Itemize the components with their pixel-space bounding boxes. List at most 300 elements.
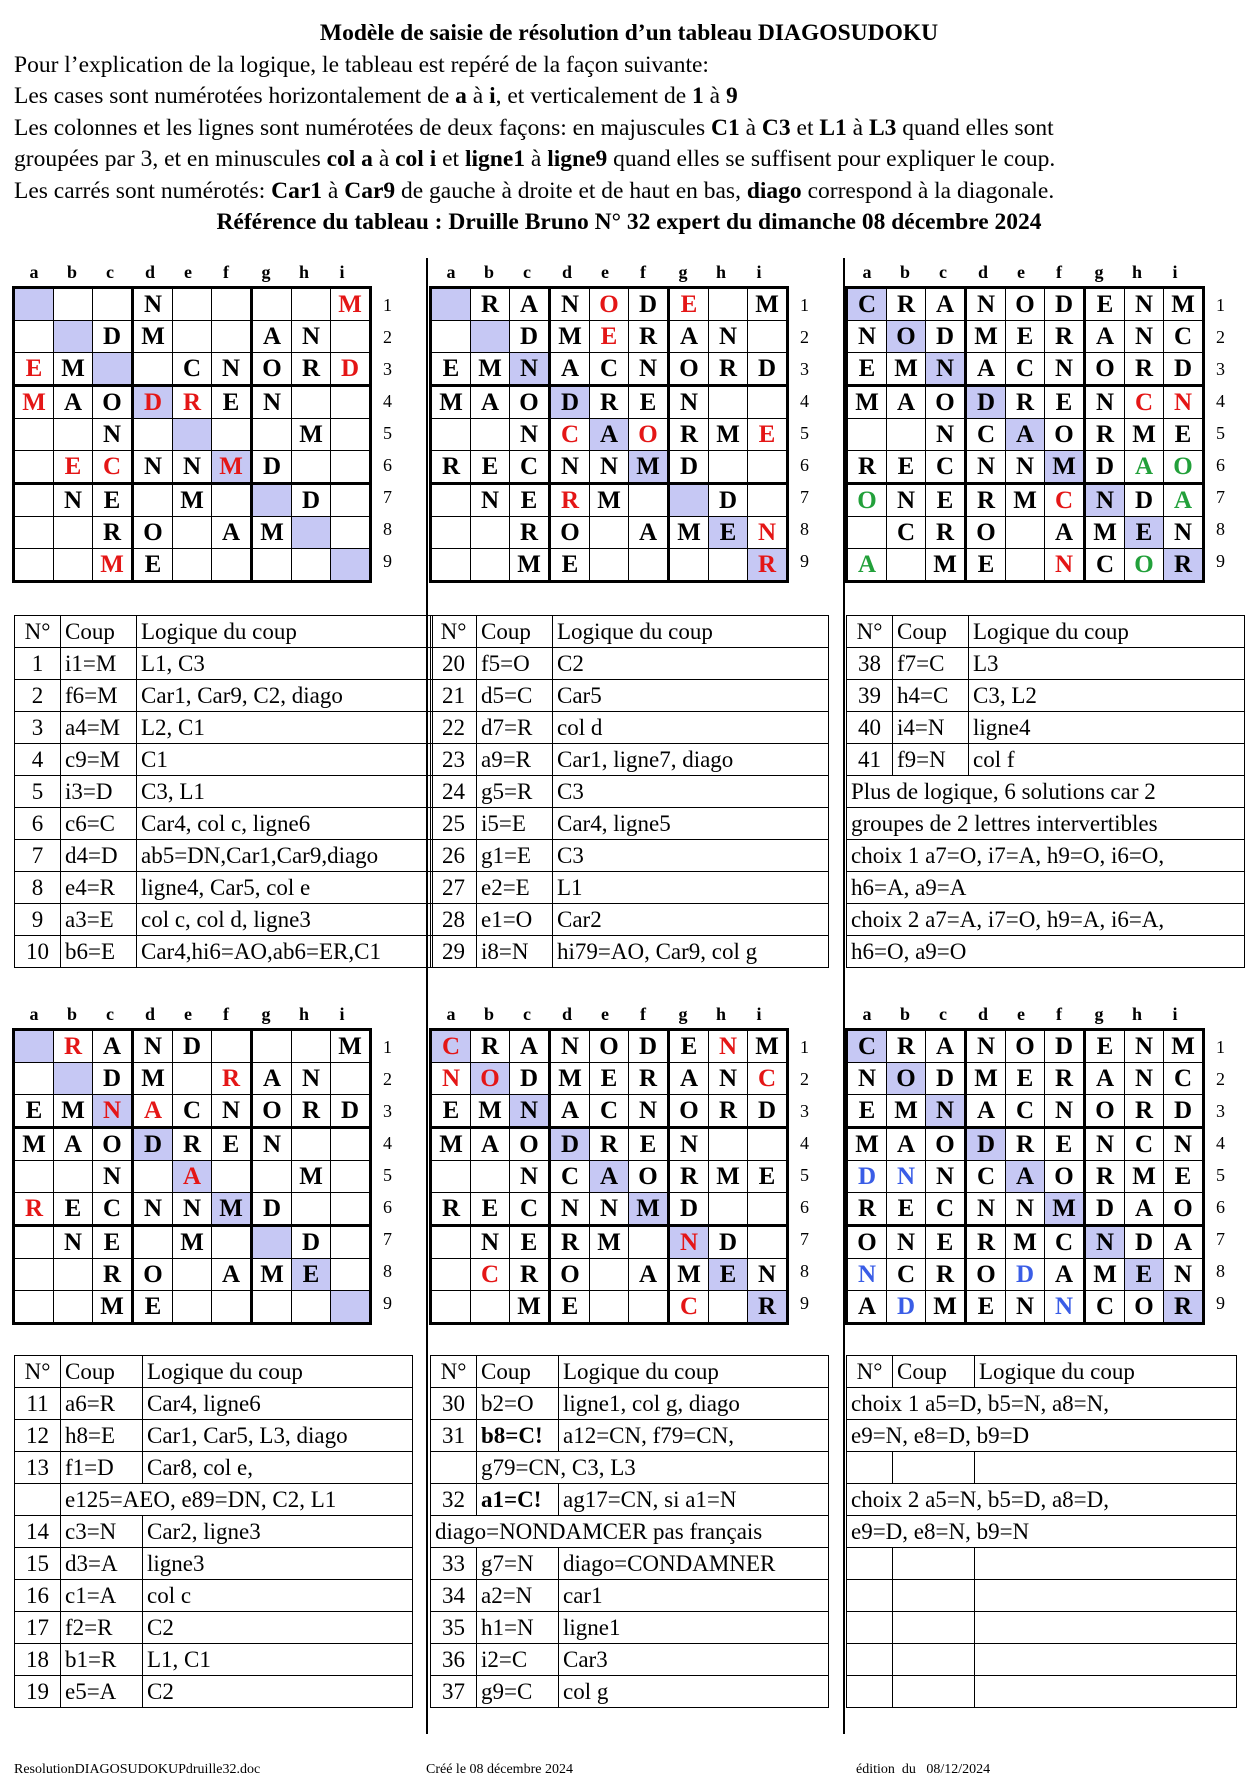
column-letters [12, 262, 394, 286]
grid-cell: R [212, 1063, 252, 1095]
grid-cell [292, 288, 331, 321]
logic-note: diago=NONDAMCER pas français [431, 1516, 829, 1548]
column-letter: f [1056, 1004, 1062, 1024]
row-number: 1 [800, 295, 809, 315]
grid-cell: C [887, 1259, 926, 1291]
grid-cell: A [926, 288, 966, 321]
grid-cell: E [1085, 1030, 1125, 1063]
logic-number [847, 1612, 893, 1644]
grid-cell: M [173, 484, 212, 517]
grid-cell: M [966, 1063, 1006, 1095]
logic-number: 18 [15, 1644, 61, 1676]
intro-line: Les cases sont numérotées horizontalement de a à i, et verticalement de 1 à 9 [14, 83, 738, 109]
row-number: 3 [383, 359, 392, 379]
grid-cell: N [1045, 1291, 1085, 1324]
grid-cell: E [709, 517, 748, 549]
grid-cell [431, 419, 471, 451]
grid-cell: A [54, 1128, 93, 1161]
column-letter: g [261, 1004, 271, 1024]
column-letter: c [939, 1004, 947, 1024]
logic-number [847, 1676, 893, 1708]
logic-move: b2=O [477, 1388, 559, 1420]
logic-row [847, 1612, 1237, 1644]
logic-reason [975, 1612, 1237, 1644]
grid-cell: D [1085, 451, 1125, 484]
column-letter: f [223, 1004, 229, 1024]
grid-cell: M [133, 1063, 173, 1095]
grid-cell [1006, 549, 1045, 582]
grid-cell: M [748, 1030, 788, 1063]
grid-cell: O [847, 1226, 887, 1259]
column-letter: a [862, 1004, 872, 1024]
grid-cell: C [471, 1259, 510, 1291]
logic-reason: hi79=AO, Car9, col g [553, 936, 829, 968]
grid-cell: M [471, 353, 510, 386]
grid-cell [331, 451, 371, 484]
grid-cell: R [629, 321, 669, 353]
logic-move: d5=C [477, 680, 553, 712]
grid-cell [54, 549, 93, 582]
grid-cell: D [926, 1063, 966, 1095]
logic-move: d3=A [61, 1548, 143, 1580]
column-letter: c [523, 1004, 531, 1024]
grid-cell: C [669, 1291, 709, 1324]
logic-row [15, 1548, 413, 1580]
row-number: 9 [1216, 551, 1225, 571]
grid-cell: D [629, 1030, 669, 1063]
grid-cell: O [1125, 1291, 1164, 1324]
logic-table [846, 615, 1245, 968]
row-number: 3 [800, 359, 809, 379]
grid-cell: M [431, 1128, 471, 1161]
grid-cell: A [1164, 1226, 1204, 1259]
grid-cell [431, 1259, 471, 1291]
grid-cell: N [669, 1128, 709, 1161]
logic-row [15, 1612, 413, 1644]
intro-lines [14, 50, 1244, 208]
logic-reason: Car4,hi6=AO,ab6=ER,C1 [137, 936, 433, 968]
grid-cell: D [173, 1030, 212, 1063]
grid-cell [629, 549, 669, 582]
grid-table [429, 286, 789, 583]
grid-cell [471, 1161, 510, 1193]
grid-cell [292, 451, 331, 484]
logic-move: g1=E [477, 840, 553, 872]
grid-cell: D [966, 386, 1006, 419]
grid-cell: R [93, 1259, 133, 1291]
row-number: 4 [800, 1133, 809, 1153]
grid-cell: C [926, 451, 966, 484]
grid-cell [331, 386, 371, 419]
grid-cell: E [1006, 321, 1045, 353]
logic-note: choix 2 a5=N, b5=D, a8=D, [847, 1484, 1237, 1516]
logic-row [15, 648, 433, 680]
column-letter: d [561, 1004, 572, 1024]
column-letter: i [756, 1004, 762, 1024]
grid-cell [590, 1259, 629, 1291]
sudoku-grid [429, 262, 811, 583]
grid-cell: N [550, 1030, 590, 1063]
row-number: 4 [1216, 1133, 1225, 1153]
row-number: 5 [800, 1165, 809, 1185]
logic-header-row [847, 1356, 1237, 1388]
logic-row [431, 1420, 829, 1452]
column-letter: c [939, 262, 947, 282]
grid-cell: R [550, 484, 590, 517]
grid-cell: O [510, 386, 550, 419]
column-separator-1 [426, 258, 428, 1734]
logic-reason: ligne3 [143, 1548, 413, 1580]
logic-number: 24 [431, 776, 477, 808]
logic-move: i5=E [477, 808, 553, 840]
grid-cell: N [669, 1226, 709, 1259]
logic-reason: Car3 [559, 1644, 829, 1676]
grid-cell: N [887, 1226, 926, 1259]
grid-cell: O [93, 1128, 133, 1161]
logic-row [431, 936, 829, 968]
grid-cell: A [173, 1161, 212, 1193]
row-number: 7 [800, 487, 809, 507]
logic-row [847, 1452, 1237, 1484]
grid-cell: N [1164, 1128, 1204, 1161]
grid-cell [331, 549, 371, 582]
column-letter: i [756, 262, 762, 282]
grid-cell: D [926, 321, 966, 353]
grid-cell: O [252, 353, 292, 386]
logic-reason: ligne4 [969, 712, 1245, 744]
row-number: 6 [383, 1197, 392, 1217]
column-letter: a [446, 1004, 456, 1024]
logic-move: h4=C [893, 680, 969, 712]
grid-cell: R [54, 1030, 93, 1063]
grid-cell [54, 419, 93, 451]
grid-cell: N [510, 419, 550, 451]
grid-cell: E [93, 484, 133, 517]
grid-cell: M [669, 1259, 709, 1291]
grid-cell [54, 1259, 93, 1291]
grid-cell [173, 288, 212, 321]
logic-reason: C3 [553, 776, 829, 808]
grid-cell: N [510, 1095, 550, 1128]
row-number: 1 [800, 1037, 809, 1057]
footer-edition: édition du 08/12/2024 [856, 1762, 991, 1777]
logic-reason: a12=CN, f79=CN, [559, 1420, 829, 1452]
logic-reason: C3 [553, 840, 829, 872]
grid-cell [629, 1291, 669, 1324]
sudoku-grid [845, 1004, 1227, 1325]
column-letter: d [561, 262, 572, 282]
grid-cell [331, 1259, 371, 1291]
logic-reason: Car4, ligne5 [553, 808, 829, 840]
grid-cell: E [431, 1095, 471, 1128]
grid-cell: N [966, 288, 1006, 321]
grid-cell: C [1164, 1063, 1204, 1095]
grid-cell: M [1164, 1030, 1204, 1063]
grid-cell: R [173, 1128, 212, 1161]
grid-cell: O [590, 288, 629, 321]
grid-cell: M [847, 1128, 887, 1161]
grid-cell: D [629, 288, 669, 321]
grid-cell: A [590, 1161, 629, 1193]
logic-row [15, 776, 433, 808]
grid-cell: M [93, 1291, 133, 1324]
logic-move: b1=R [61, 1644, 143, 1676]
row-number: 3 [1216, 1101, 1225, 1121]
grid-cell: R [887, 1030, 926, 1063]
row-numbers [800, 289, 814, 577]
logic-number: 15 [15, 1548, 61, 1580]
grid-cell [212, 1030, 252, 1063]
logic-row [431, 776, 829, 808]
grid-cell: M [709, 1161, 748, 1193]
grid-cell: R [1164, 1291, 1204, 1324]
logic-row [431, 648, 829, 680]
grid-cell: R [1045, 321, 1085, 353]
grid-cell: D [748, 1095, 788, 1128]
grid-cell: M [292, 1161, 331, 1193]
grid-cell: N [887, 484, 926, 517]
grid-cell: O [847, 484, 887, 517]
grid-cell: A [1164, 484, 1204, 517]
grid-cell [331, 517, 371, 549]
grid-cell: M [1085, 517, 1125, 549]
logic-header-cell: N° [431, 616, 477, 648]
grid-cell: M [926, 549, 966, 582]
grid-cell [629, 1226, 669, 1259]
grid-cell: D [133, 386, 173, 419]
logic-number: 14 [15, 1516, 61, 1548]
grid-cell: O [1085, 1095, 1125, 1128]
grid-cell: N [926, 419, 966, 451]
grid-cell: N [212, 1095, 252, 1128]
logic-row [847, 1580, 1237, 1612]
logic-row [431, 744, 829, 776]
row-number: 2 [383, 1069, 392, 1089]
grid-cell: M [1006, 1226, 1045, 1259]
grid-cell [748, 1193, 788, 1226]
logic-header-cell: Coup [61, 616, 137, 648]
grid-cell: R [292, 1095, 331, 1128]
logic-reason: Car4, col c, ligne6 [137, 808, 433, 840]
grid-cell: M [133, 321, 173, 353]
grid-cell [292, 1128, 331, 1161]
grid-cell: D [93, 321, 133, 353]
grid-cell [709, 451, 748, 484]
logic-move [893, 1676, 975, 1708]
grid-cell: A [471, 386, 510, 419]
grid-cell: N [173, 451, 212, 484]
grid-cell: M [54, 1095, 93, 1128]
grid-cell [331, 1063, 371, 1095]
grid-cell: R [1125, 1095, 1164, 1128]
logic-row [15, 1644, 413, 1676]
logic-header-cell: Coup [893, 616, 969, 648]
grid-cell: N [847, 321, 887, 353]
grid-cell: N [550, 1193, 590, 1226]
grid-cell [14, 1291, 54, 1324]
logic-row [847, 1548, 1237, 1580]
grid-cell: D [292, 1226, 331, 1259]
grid-cell: N [133, 451, 173, 484]
logic-header-cell: Logique du coup [143, 1356, 413, 1388]
grid-cell: D [1125, 1226, 1164, 1259]
reference-line: Référence du tableau : Druille Bruno N° 32 expert du dimanche 08 décembre 2024 [216, 209, 1042, 235]
column-letter: e [601, 1004, 609, 1024]
logic-header-row [15, 616, 433, 648]
row-numbers [383, 289, 397, 577]
grid-cell: N [292, 321, 331, 353]
logic-row [431, 1388, 829, 1420]
page-title: Modèle de saisie de résolution d’un tableau DIAGOSUDOKU [319, 20, 939, 46]
grid-cell: O [1006, 288, 1045, 321]
grid-cell [331, 484, 371, 517]
row-number: 7 [383, 487, 392, 507]
column-letter: c [106, 262, 114, 282]
grid-cell: M [669, 517, 709, 549]
grid-cell [292, 1291, 331, 1324]
grid-cell: C [550, 419, 590, 451]
grid-cell [173, 1063, 212, 1095]
logic-reason: ligne4, Car5, col e [137, 872, 433, 904]
grid-cell: E [510, 1226, 550, 1259]
grid-cell: N [510, 1161, 550, 1193]
logic-row [847, 1420, 1237, 1452]
grid-cell [471, 321, 510, 353]
grid-cell [847, 419, 887, 451]
grid-cell: M [1125, 1161, 1164, 1193]
row-numbers [1216, 289, 1230, 577]
grid-cell: D [550, 1128, 590, 1161]
grid-cell: D [1164, 1095, 1204, 1128]
logic-number: 9 [15, 904, 61, 936]
grid-cell: N [550, 451, 590, 484]
row-number: 5 [1216, 1165, 1225, 1185]
grid-cell: M [252, 517, 292, 549]
grid-cell: E [1085, 288, 1125, 321]
logic-number: 13 [15, 1452, 61, 1484]
grid-cell: D [709, 1226, 748, 1259]
logic-move: h8=E [61, 1420, 143, 1452]
sudoku-grid [429, 1004, 811, 1325]
grid-cell: C [590, 353, 629, 386]
logic-header-cell: Logique du coup [975, 1356, 1237, 1388]
logic-reason: col c, col d, ligne3 [137, 904, 433, 936]
logic-move: g9=C [477, 1676, 559, 1708]
grid-cell: A [1125, 451, 1164, 484]
logic-reason: C2 [553, 648, 829, 680]
column-letter: i [339, 262, 345, 282]
grid-cell [431, 549, 471, 582]
grid-cell: E [748, 419, 788, 451]
logic-header-row [431, 1356, 829, 1388]
grid-cell [669, 549, 709, 582]
grid-cell [54, 1291, 93, 1324]
grid-cell: O [471, 1063, 510, 1095]
logic-number: 6 [15, 808, 61, 840]
grid-cell [331, 1161, 371, 1193]
grid-cell: O [887, 1063, 926, 1095]
logic-row [15, 840, 433, 872]
column-letter: b [899, 262, 910, 282]
row-number: 7 [1216, 1229, 1225, 1249]
grid-cell: M [93, 549, 133, 582]
column-letter: e [1017, 262, 1025, 282]
grid-cell: N [292, 1063, 331, 1095]
row-number: 1 [383, 295, 392, 315]
logic-reason: Car4, ligne6 [143, 1388, 413, 1420]
grid-cell [14, 451, 54, 484]
grid-cell: N [173, 1193, 212, 1226]
grid-cell: M [629, 451, 669, 484]
grid-cell: N [847, 1259, 887, 1291]
grid-cell: A [510, 1030, 550, 1063]
logic-row [847, 936, 1245, 968]
logic-row [847, 840, 1245, 872]
logic-number: 31 [431, 1420, 477, 1452]
grid-cell: E [847, 353, 887, 386]
logic-move: a3=E [61, 904, 137, 936]
grid-cell: N [252, 1128, 292, 1161]
grid-cell: N [510, 353, 550, 386]
row-number: 3 [800, 1101, 809, 1121]
logic-number [847, 1580, 893, 1612]
grid-cell: N [748, 1259, 788, 1291]
logic-row [847, 1516, 1237, 1548]
grid-cell: M [1045, 1193, 1085, 1226]
grid-cell: R [847, 451, 887, 484]
grid-cell: M [550, 321, 590, 353]
grid-cell [252, 1226, 292, 1259]
logic-row [15, 1452, 413, 1484]
logic-number: 11 [15, 1388, 61, 1420]
grid-cell [14, 1259, 54, 1291]
logic-reason: C3, L2 [969, 680, 1245, 712]
grid-cell: N [431, 1063, 471, 1095]
grid-table [12, 286, 372, 583]
grid-cell [133, 1161, 173, 1193]
grid-cell: C [966, 419, 1006, 451]
grid-cell [748, 321, 788, 353]
grid-cell: E [1125, 1259, 1164, 1291]
grid-cell: R [471, 288, 510, 321]
grid-cell: M [212, 1193, 252, 1226]
grid-cell: E [93, 1226, 133, 1259]
grid-cell: N [887, 1161, 926, 1193]
logic-move [893, 1452, 975, 1484]
logic-number: 20 [431, 648, 477, 680]
grid-cell: C [1085, 1291, 1125, 1324]
grid-cell: N [1125, 1030, 1164, 1063]
grid-cell: N [966, 1193, 1006, 1226]
grid-cell: C [1164, 321, 1204, 353]
grid-cell: D [887, 1291, 926, 1324]
grid-cell: C [93, 1193, 133, 1226]
column-letter: g [1094, 1004, 1104, 1024]
grid-cell: D [1085, 1193, 1125, 1226]
grid-cell: A [1085, 1063, 1125, 1095]
grid-cell [331, 321, 371, 353]
grid-cell [212, 288, 252, 321]
grid-cell: O [1006, 1030, 1045, 1063]
grid-cell [212, 1226, 252, 1259]
logic-header-cell: Logique du coup [969, 616, 1245, 648]
grid-cell [431, 1226, 471, 1259]
grid-cell: O [966, 517, 1006, 549]
logic-move: h1=N [477, 1612, 559, 1644]
grid-cell: E [510, 484, 550, 517]
logic-number: 17 [15, 1612, 61, 1644]
column-letter: h [1131, 1004, 1142, 1024]
